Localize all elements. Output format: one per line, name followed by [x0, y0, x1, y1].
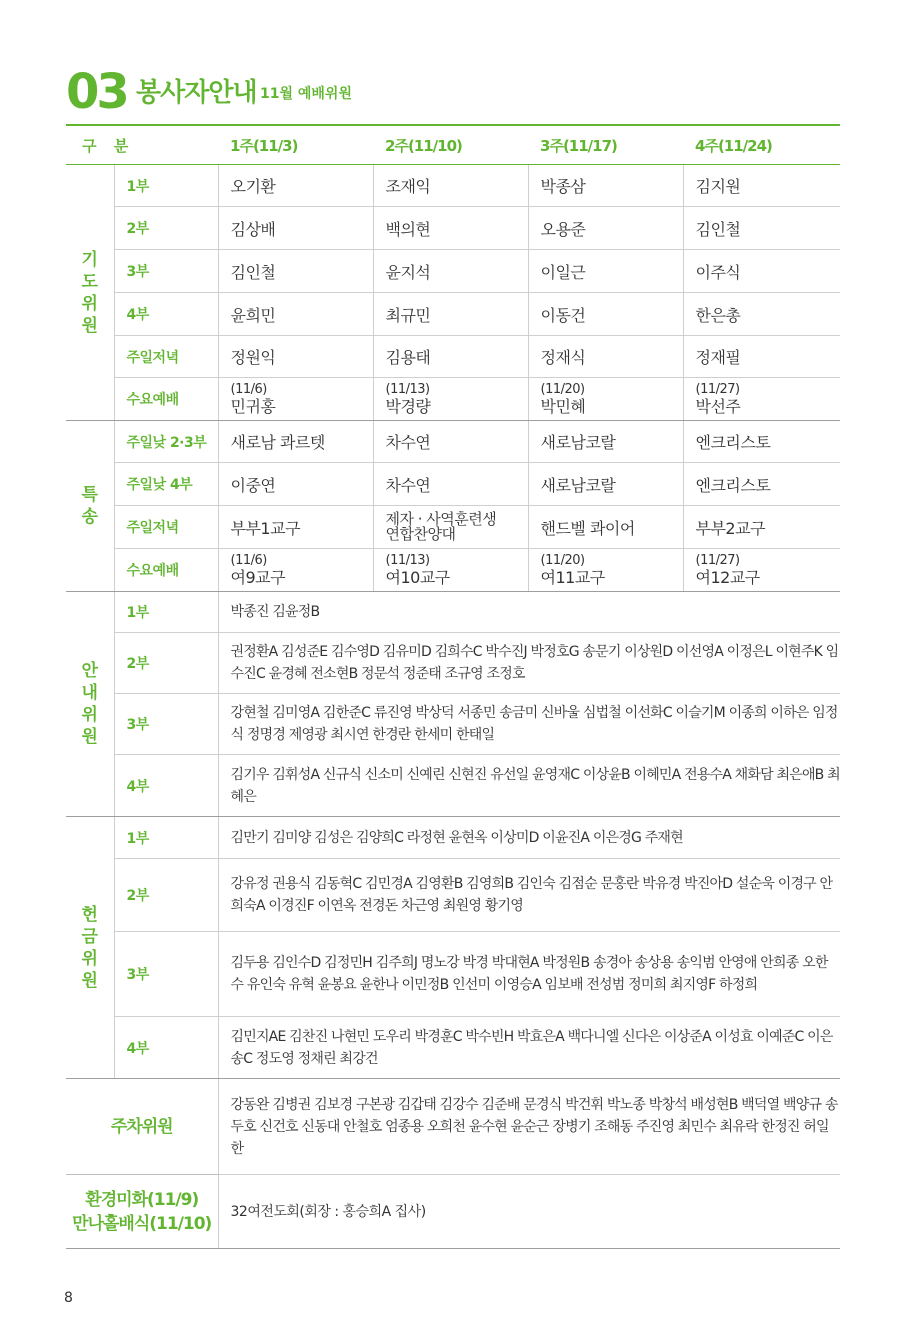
table-cell: 한은총 [683, 293, 840, 336]
row-label: 1부 [114, 592, 218, 633]
table-cell: 이일근 [528, 250, 683, 293]
row-label: 수요예배 [114, 378, 218, 421]
row-label: 3부 [114, 932, 218, 1017]
table-cell: 정원익 [218, 336, 373, 378]
table-cell: 김인철 [218, 250, 373, 293]
table-row [66, 1175, 840, 1249]
table-row [66, 859, 840, 932]
row-label: 3부 [114, 250, 218, 293]
table-row [66, 755, 840, 817]
table-cell: 오기환 [218, 165, 373, 207]
table-cell: 새로남코랄 [528, 421, 683, 463]
row-label: 1부 [114, 817, 218, 859]
table-cell: 조재익 [373, 165, 528, 207]
table-cell: 부부2교구 [683, 506, 840, 549]
names-cell: 강현철 김미영A 김한준C 류진영 박상덕 서종민 송금미 신바울 심법철 이선화C 이슬기M 이종희 이하은 임정식 정명경 제영광 최시연 한경란 한세미 한태일 [218, 694, 840, 755]
names-cell: 김민지AE 김찬진 나현민 도우리 박경훈C 박수빈H 박효은A 백다니엘 신다은 이상준A 이성효 이예준C 이은송C 정도영 정채린 최강건 [218, 1017, 840, 1079]
table-cell: 김지원 [683, 165, 840, 207]
row-label: 2부 [114, 207, 218, 250]
group-label-guide: 안 내 위 원 [66, 592, 114, 817]
table-cell: 이주식 [683, 250, 840, 293]
row-label: 주일낮 4부 [114, 463, 218, 506]
table-row [66, 549, 840, 592]
row-label: 2부 [114, 633, 218, 694]
table-cell: (11/6) 민귀홍 [218, 378, 373, 421]
table-cell: 엔크리스토 [683, 463, 840, 506]
table-row [66, 378, 840, 421]
names-cell: 김기우 김휘성A 신규식 신소미 신예린 신현진 유선일 윤영재C 이상윤B 이혜민A 전용수A 채화담 최은애B 최혜은 [218, 755, 840, 817]
table-cell: 이동건 [528, 293, 683, 336]
names-cell: 박종진 김윤정B [218, 592, 840, 633]
header-week-4: 4주(11/24) [683, 125, 840, 165]
table-cell: (11/20) 여11교구 [528, 549, 683, 592]
row-label: 주일저녁 [114, 506, 218, 549]
env-label: 환경미화(11/9) 만나홀배식(11/10) [66, 1175, 218, 1249]
names-cell: 김만기 김미양 김성은 김양희C 라정현 윤현옥 이상미D 이윤진A 이은경G 주재현 [218, 817, 840, 859]
table-cell: 정재식 [528, 336, 683, 378]
names-cell: 강동완 김병권 김보경 구본광 김갑태 김강수 김준배 문경식 박건휘 박노종 박창석 배성현B 백덕열 백양규 송두호 신건호 신동대 안철호 엄종용 오희천 윤수현 윤순근 장병기 조해동 주진영 최민수 최유락 한정진 허일한 [218, 1079, 840, 1175]
table-cell: (11/13) 여10교구 [373, 549, 528, 592]
table-row [66, 293, 840, 336]
table-cell: 윤희민 [218, 293, 373, 336]
table-cell: 부부1교구 [218, 506, 373, 549]
names-cell: 권정환A 김성준E 김수영D 김유미D 김희수C 박수진J 박정호G 송문기 이상원D 이선영A 이정은L 이현주K 임수진C 윤경혜 전소현B 정문석 정준태 조규영 조정호 [218, 633, 840, 694]
section-number: 03 [66, 64, 127, 120]
table-cell: 박종삼 [528, 165, 683, 207]
table-cell: 차수연 [373, 421, 528, 463]
group-label-special: 특 송 [66, 421, 114, 592]
table-row [66, 336, 840, 378]
table-row [66, 165, 840, 207]
table-row [66, 506, 840, 549]
header-week-2: 2주(11/10) [373, 125, 528, 165]
table-row [66, 817, 840, 859]
row-label: 4부 [114, 1017, 218, 1079]
header-week-3: 3주(11/17) [528, 125, 683, 165]
header-gubun: 구 분 [66, 125, 218, 165]
table-row [66, 421, 840, 463]
env-text: 32여전도회(회장 : 홍승희A 집사) [218, 1175, 840, 1249]
row-label: 주일낮 2·3부 [114, 421, 218, 463]
row-label: 수요예배 [114, 549, 218, 592]
table-cell: 차수연 [373, 463, 528, 506]
table-cell: 새로남코랄 [528, 463, 683, 506]
section-title: 봉사자안내 [136, 78, 257, 108]
table-cell: 최규민 [373, 293, 528, 336]
table-row [66, 463, 840, 506]
page-number: 8 [64, 1290, 73, 1306]
row-label: 4부 [114, 755, 218, 817]
table-cell: (11/6) 여9교구 [218, 549, 373, 592]
row-label: 3부 [114, 694, 218, 755]
row-label: 주일저녁 [114, 336, 218, 378]
volunteer-table [66, 124, 840, 1249]
table-cell: 윤지석 [373, 250, 528, 293]
table-cell: 엔크리스토 [683, 421, 840, 463]
table-row [66, 932, 840, 1017]
group-label-prayer: 기 도 위 원 [66, 165, 114, 421]
table-cell: 핸드벨 콰이어 [528, 506, 683, 549]
table-cell: 정재필 [683, 336, 840, 378]
table-header-row [66, 125, 840, 165]
names-cell: 강유정 권용식 김동혁C 김민경A 김영환B 김영희B 김인숙 김점순 문홍란 박유경 박진아D 설순욱 이경구 안희숙A 이경진F 이연옥 전경돈 차근영 최원영 황기영 [218, 859, 840, 932]
table-cell: 제자 · 사역훈련생 연합찬양대 [373, 506, 528, 549]
table-cell: 김상배 [218, 207, 373, 250]
row-label: 2부 [114, 859, 218, 932]
table-cell: 백의현 [373, 207, 528, 250]
row-label: 4부 [114, 293, 218, 336]
table-row [66, 592, 840, 633]
table-cell: 김용태 [373, 336, 528, 378]
names-cell: 김두용 김인수D 김정민H 김주희J 명노강 박경 박대현A 박정원B 송경아 송상용 송익범 안영애 안희종 오한수 유인숙 유혁 윤봉요 윤한나 이민정B 인선미 이영승A 임보배 전성범 정미희 최지영F 하정희 [218, 932, 840, 1017]
group-label-offering: 헌 금 위 원 [66, 817, 114, 1079]
table-row [66, 694, 840, 755]
row-label: 1부 [114, 165, 218, 207]
table-cell: (11/13) 박경량 [373, 378, 528, 421]
table-row [66, 1017, 840, 1079]
table-cell: (11/27) 박선주 [683, 378, 840, 421]
table-row [66, 207, 840, 250]
header-week-1: 1주(11/3) [218, 125, 373, 165]
table-cell: 김인철 [683, 207, 840, 250]
table-cell: 오용준 [528, 207, 683, 250]
table-cell: (11/27) 여12교구 [683, 549, 840, 592]
table-cell: (11/20) 박민혜 [528, 378, 683, 421]
section-subtitle: 11월 예배위원 [260, 86, 352, 102]
table-cell: 새로남 콰르텟 [218, 421, 373, 463]
table-row [66, 1079, 840, 1175]
table-cell: 이중연 [218, 463, 373, 506]
table-row [66, 250, 840, 293]
table-row [66, 633, 840, 694]
parking-label: 주차위원 [66, 1079, 218, 1175]
